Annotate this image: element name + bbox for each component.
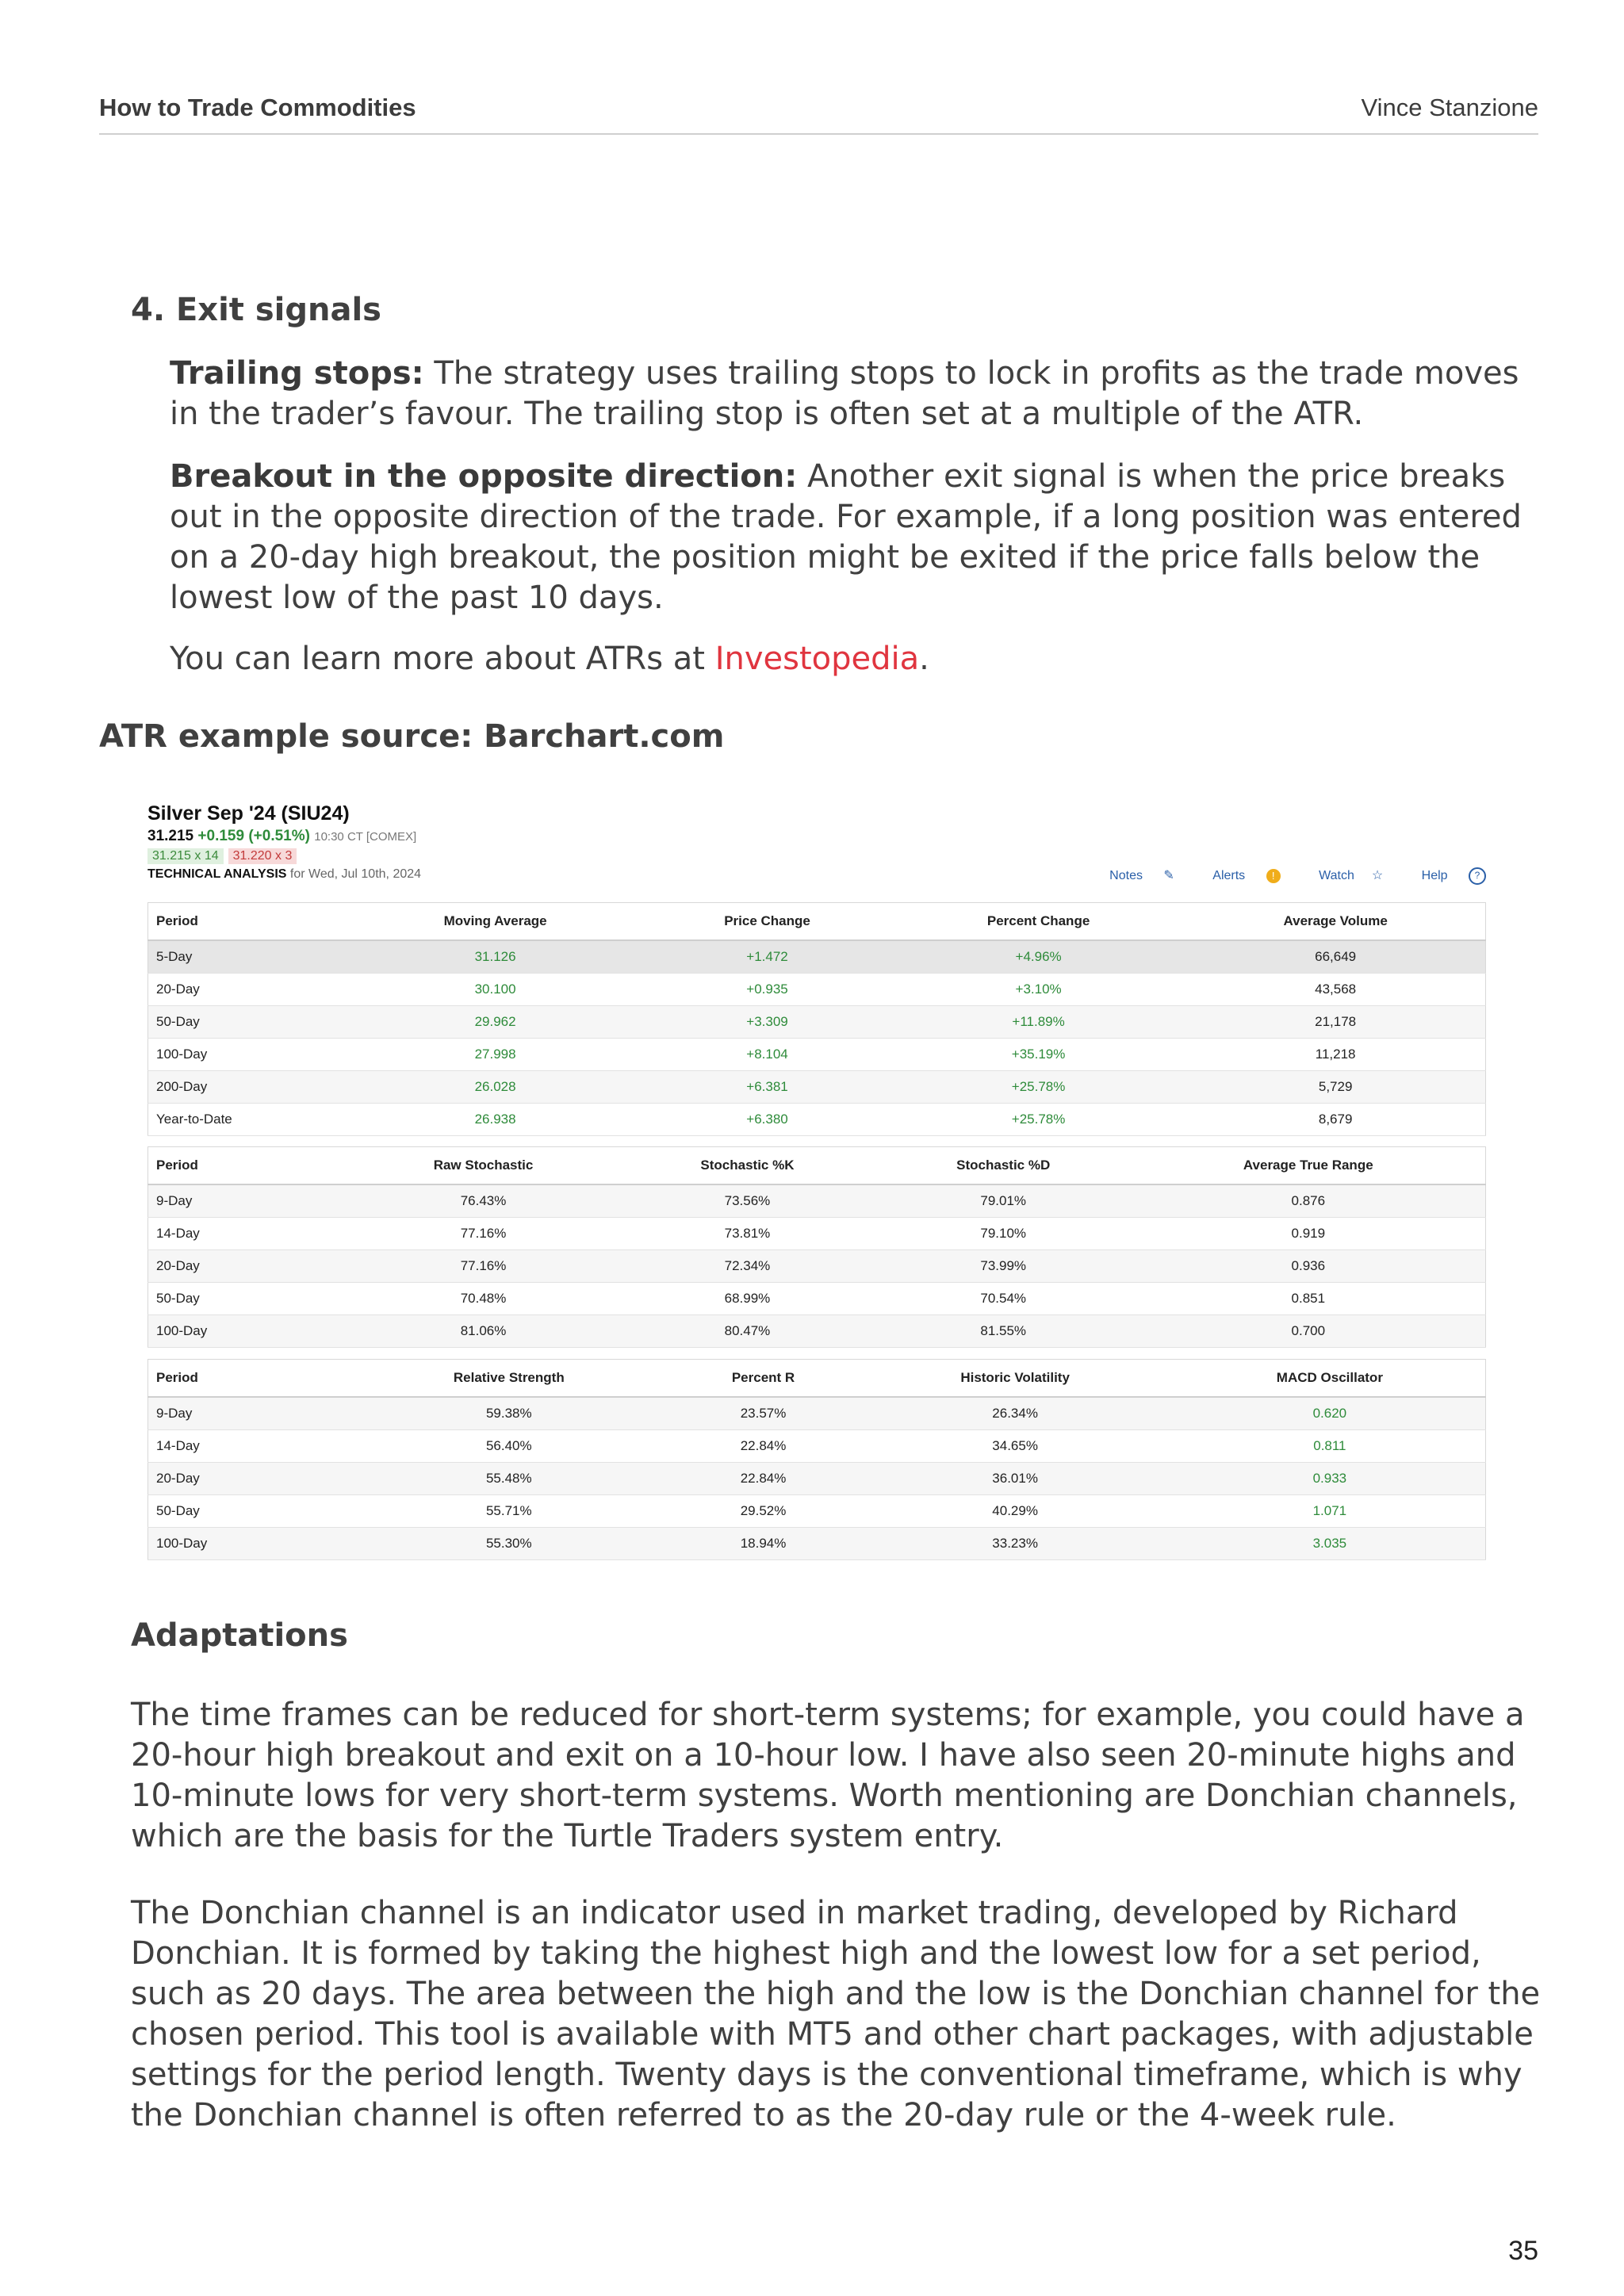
- help-icon: ?: [1469, 867, 1486, 885]
- table-cell: 55.71%: [347, 1495, 671, 1528]
- table-cell: Year-to-Date: [148, 1104, 348, 1136]
- table-cell: 11,218: [1185, 1039, 1485, 1071]
- column-header[interactable]: Period: [148, 903, 348, 941]
- column-header[interactable]: Stochastic %D: [875, 1147, 1132, 1185]
- table-cell: +4.96%: [891, 940, 1185, 974]
- watch-label: Watch: [1319, 869, 1354, 883]
- table-row: [148, 1397, 1486, 1430]
- exit-signals-heading: 4. Exit signals: [131, 292, 381, 328]
- help-button[interactable]: [1404, 869, 1486, 882]
- moving-average-table: [147, 902, 1486, 1136]
- column-header[interactable]: Period: [148, 1360, 348, 1398]
- table-cell: 43,568: [1185, 974, 1485, 1006]
- column-header[interactable]: Average Volume: [1185, 903, 1485, 941]
- table-cell: 55.48%: [347, 1463, 671, 1495]
- table-row: [148, 1184, 1486, 1218]
- table-cell: 22.84%: [671, 1463, 856, 1495]
- edit-icon: ✎: [1163, 869, 1174, 883]
- table-cell: 14-Day: [148, 1430, 348, 1463]
- column-header[interactable]: Stochastic %K: [619, 1147, 875, 1185]
- table-cell: 31.126: [347, 940, 643, 974]
- table-cell: 29.52%: [671, 1495, 856, 1528]
- column-header[interactable]: Historic Volatility: [856, 1360, 1174, 1398]
- barchart-screenshot: [144, 801, 1492, 1556]
- technical-analysis-label: [147, 867, 421, 882]
- table-header-row: [148, 903, 1486, 941]
- table-cell: 1.071: [1174, 1495, 1486, 1528]
- alerts-label: Alerts: [1212, 869, 1246, 883]
- table-row: [148, 1006, 1486, 1039]
- table-cell: 14-Day: [148, 1218, 348, 1250]
- table-cell: 100-Day: [148, 1528, 348, 1560]
- table-row: [148, 1463, 1486, 1495]
- table-cell: 3.035: [1174, 1528, 1486, 1560]
- table-header-row: [148, 1360, 1486, 1398]
- table-cell: 27.998: [347, 1039, 643, 1071]
- table-cell: 0.811: [1174, 1430, 1486, 1463]
- ask-badge: 31.220 x 3: [228, 848, 297, 864]
- table-cell: +1.472: [643, 940, 891, 974]
- table-cell: 0.933: [1174, 1463, 1486, 1495]
- table-cell: 26.34%: [856, 1397, 1174, 1430]
- column-header[interactable]: Moving Average: [347, 903, 643, 941]
- table-cell: 20-Day: [148, 1250, 348, 1283]
- table-cell: 59.38%: [347, 1397, 671, 1430]
- column-header[interactable]: Price Change: [643, 903, 891, 941]
- column-header[interactable]: Percent R: [671, 1360, 856, 1398]
- table-cell: 0.876: [1132, 1184, 1486, 1218]
- alerts-button[interactable]: [1195, 869, 1280, 882]
- table-cell: 66,649: [1185, 940, 1485, 974]
- trailing-stops-text: The strategy uses trailing stops to lock in profits as the trade moves in the trader’s favour. The trailing stop is often set at a multiple of the ATR.: [170, 355, 1519, 432]
- column-header[interactable]: MACD Oscillator: [1174, 1360, 1486, 1398]
- table-cell: 100-Day: [148, 1315, 348, 1348]
- table-cell: 30.100: [347, 974, 643, 1006]
- table-row: [148, 1283, 1486, 1315]
- table-cell: 5,729: [1185, 1071, 1485, 1104]
- table-cell: 9-Day: [148, 1184, 348, 1218]
- atr-source-heading: ATR example source: Barchart.com: [99, 718, 725, 755]
- bid-ask: [147, 848, 301, 864]
- table-cell: 77.16%: [347, 1250, 619, 1283]
- table-row: [148, 1250, 1486, 1283]
- table-cell: +3.309: [643, 1006, 891, 1039]
- table-row: [148, 1315, 1486, 1348]
- watch-button[interactable]: [1301, 869, 1383, 882]
- table-cell: 22.84%: [671, 1430, 856, 1463]
- ta-label: TECHNICAL ANALYSIS: [147, 867, 287, 881]
- table-cell: 20-Day: [148, 974, 348, 1006]
- table-cell: 77.16%: [347, 1218, 619, 1250]
- table-cell: 0.700: [1132, 1315, 1486, 1348]
- table-cell: 34.65%: [856, 1430, 1174, 1463]
- table-cell: 55.30%: [347, 1528, 671, 1560]
- column-header[interactable]: Relative Strength: [347, 1360, 671, 1398]
- toolbar: [1074, 867, 1486, 885]
- investopedia-link[interactable]: Investopedia: [714, 641, 920, 677]
- table-row: [148, 1495, 1486, 1528]
- table-cell: 29.962: [347, 1006, 643, 1039]
- breakout-label: Breakout in the opposite direction:: [170, 458, 798, 495]
- relative-strength-table: [147, 1359, 1486, 1560]
- table-cell: 76.43%: [347, 1184, 619, 1218]
- table-cell: 70.48%: [347, 1283, 619, 1315]
- table-cell: 23.57%: [671, 1397, 856, 1430]
- table-cell: 33.23%: [856, 1528, 1174, 1560]
- learn-more-prefix: You can learn more about ATRs at: [170, 641, 715, 677]
- table-cell: 73.81%: [619, 1218, 875, 1250]
- table-cell: 0.919: [1132, 1218, 1486, 1250]
- column-header[interactable]: Percent Change: [891, 903, 1185, 941]
- contract-title: Silver Sep '24 (SIU24): [147, 802, 350, 825]
- table-row: [148, 1071, 1486, 1104]
- adaptations-paragraph-2: The Donchian channel is an indicator used in market trading, developed by Richard Donchian. It is formed by taking the highest high and the lowest low for a set period, such as 20 days. The area between the high and the low is the Donchian channel for the chosen period. This tool is available with MT5 and other chart packages, with adjustable settings for the period length. Twenty days is the conventional timeframe, which is why the Donchian channel is often referred to as the 20-day rule or the 4-week rule.: [131, 1895, 1541, 2133]
- trailing-stops-label: Trailing stops:: [170, 355, 424, 392]
- table-cell: +35.19%: [891, 1039, 1185, 1071]
- table-cell: 50-Day: [148, 1495, 348, 1528]
- learn-more-suffix: .: [919, 641, 929, 677]
- table-cell: 26.938: [347, 1104, 643, 1136]
- notes-button[interactable]: [1092, 869, 1174, 882]
- table-row: [148, 974, 1486, 1006]
- price-change: +0.159 (+0.51%): [197, 828, 310, 844]
- adaptations-paragraph-1: The time frames can be reduced for short-term systems; for example, you could have a 20-hour high breakout and exit on a 10-hour low. I have also seen 20-minute highs and 10-minute lows for very short-term systems. Worth mentioning are Donchian channels, which are the basis for the Turtle Traders system entry.: [131, 1697, 1525, 1854]
- last-price: 31.215: [147, 828, 194, 844]
- table-cell: 18.94%: [671, 1528, 856, 1560]
- book-title: How to Trade Commodities: [99, 94, 416, 121]
- help-label: Help: [1421, 869, 1448, 883]
- table-cell: +25.78%: [891, 1104, 1185, 1136]
- table-row: [148, 940, 1486, 974]
- table-cell: 81.55%: [875, 1315, 1132, 1348]
- table-cell: +6.381: [643, 1071, 891, 1104]
- table-row: [148, 1430, 1486, 1463]
- table-cell: 81.06%: [347, 1315, 619, 1348]
- table-cell: 50-Day: [148, 1283, 348, 1315]
- table-cell: 20-Day: [148, 1463, 348, 1495]
- table-row: [148, 1104, 1486, 1136]
- table-cell: +3.10%: [891, 974, 1185, 1006]
- star-icon: ☆: [1371, 869, 1384, 883]
- table-row: [148, 1528, 1486, 1560]
- quote-line: [147, 828, 416, 845]
- table-cell: 72.34%: [619, 1250, 875, 1283]
- table-cell: 79.01%: [875, 1184, 1132, 1218]
- column-header[interactable]: Average True Range: [1132, 1147, 1486, 1185]
- table-cell: 40.29%: [856, 1495, 1174, 1528]
- breakout-paragraph: [170, 457, 1534, 618]
- table-cell: 70.54%: [875, 1283, 1132, 1315]
- table-cell: 200-Day: [148, 1071, 348, 1104]
- adaptations-heading: Adaptations: [131, 1617, 348, 1654]
- table-cell: 0.851: [1132, 1283, 1486, 1315]
- bid-badge: 31.215 x 14: [147, 848, 224, 864]
- table-cell: 68.99%: [619, 1283, 875, 1315]
- table-cell: 5-Day: [148, 940, 348, 974]
- table-header-row: [148, 1147, 1486, 1185]
- table-cell: 80.47%: [619, 1315, 875, 1348]
- table-cell: 73.99%: [875, 1250, 1132, 1283]
- table-cell: 56.40%: [347, 1430, 671, 1463]
- table-cell: 100-Day: [148, 1039, 348, 1071]
- table-cell: 50-Day: [148, 1006, 348, 1039]
- table-cell: 9-Day: [148, 1397, 348, 1430]
- table-cell: 8,679: [1185, 1104, 1485, 1136]
- table-cell: +8.104: [643, 1039, 891, 1071]
- table-cell: 0.620: [1174, 1397, 1486, 1430]
- table-cell: +0.935: [643, 974, 891, 1006]
- table-cell: +25.78%: [891, 1071, 1185, 1104]
- author-name: Vince Stanzione: [1361, 94, 1538, 121]
- table-row: [148, 1218, 1486, 1250]
- table-cell: 36.01%: [856, 1463, 1174, 1495]
- table-row: [148, 1039, 1486, 1071]
- table-cell: +6.380: [643, 1104, 891, 1136]
- page-number: 35: [1508, 2236, 1538, 2266]
- column-header[interactable]: Period: [148, 1147, 348, 1185]
- column-header[interactable]: Raw Stochastic: [347, 1147, 619, 1185]
- table-cell: 79.10%: [875, 1218, 1132, 1250]
- alert-icon: !: [1266, 869, 1281, 883]
- breakout-text: Another exit signal is when the price breaks out in the opposite direction of the trade. For example, if a long position was entered on a 20-day high breakout, the position might be exited if the price falls below the lowest low of the past 10 days.: [170, 458, 1522, 616]
- table-cell: 73.56%: [619, 1184, 875, 1218]
- notes-label: Notes: [1109, 869, 1143, 883]
- table-cell: 26.028: [347, 1071, 643, 1104]
- table-cell: +11.89%: [891, 1006, 1185, 1039]
- ta-date: for Wed, Jul 10th, 2024: [289, 867, 422, 881]
- quote-time: 10:30 CT [COMEX]: [314, 830, 417, 844]
- learn-more-paragraph: [170, 639, 1534, 679]
- page-header: [99, 94, 1538, 135]
- table-cell: 21,178: [1185, 1006, 1485, 1039]
- table-cell: 0.936: [1132, 1250, 1486, 1283]
- trailing-stops-paragraph: [170, 354, 1534, 434]
- stochastic-table: [147, 1146, 1486, 1348]
